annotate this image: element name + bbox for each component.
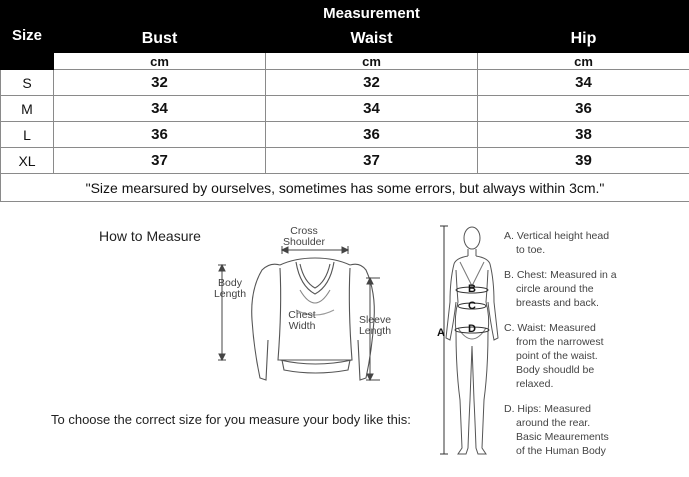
unit-cell: cm — [54, 53, 266, 70]
bust-value: 34 — [54, 96, 266, 122]
label-c: C — [468, 300, 476, 312]
label-line: Chest — [288, 309, 316, 321]
label-line: Cross — [290, 225, 318, 237]
measure-instruction: To choose the correct size for you measure your body like this: — [51, 412, 411, 427]
hip-value: 38 — [478, 122, 689, 148]
cross-shoulder-label — [274, 226, 334, 248]
note-line: circle around the — [516, 283, 594, 295]
waist-value: 36 — [266, 122, 478, 148]
size-label: XL — [1, 148, 54, 174]
label-line: Sleeve — [358, 314, 392, 326]
bust-value: 36 — [54, 122, 266, 148]
label-line: Body — [218, 277, 242, 289]
note-line: C. Waist: Measured — [504, 322, 596, 334]
size-label: M — [1, 96, 54, 122]
how-to-measure-title: How to Measure — [99, 228, 201, 244]
note-line: D. Hips: Measured — [504, 403, 591, 415]
bust-value: 37 — [54, 148, 266, 174]
note-height — [504, 229, 684, 257]
unit-cell: cm — [266, 53, 478, 70]
note-line: relaxed. — [516, 378, 554, 390]
note-line: Basic Meaurements — [516, 431, 609, 443]
label-line: Length — [358, 325, 392, 337]
table-row — [1, 122, 689, 148]
label-line: Length — [213, 288, 247, 300]
human-body-illustration — [430, 220, 510, 470]
column-header-waist: Waist — [266, 26, 478, 53]
note-hips — [504, 402, 684, 458]
size-label: S — [1, 70, 54, 96]
chest-width-label — [280, 310, 324, 332]
label-line: Shoulder — [282, 236, 326, 248]
column-header-hip: Hip — [478, 26, 689, 53]
body-length-label — [208, 278, 252, 300]
bust-value: 32 — [54, 70, 266, 96]
note-line: breasts and back. — [516, 297, 599, 309]
note-line: to toe. — [516, 244, 546, 256]
table-row — [1, 96, 689, 122]
note-chest — [504, 268, 684, 310]
hip-value: 34 — [478, 70, 689, 96]
table-row — [1, 70, 689, 96]
waist-value: 34 — [266, 96, 478, 122]
label-line: Width — [288, 320, 316, 332]
size-label: L — [1, 122, 54, 148]
waist-value: 32 — [266, 70, 478, 96]
table-row — [1, 148, 689, 174]
column-header-bust: Bust — [54, 26, 266, 53]
note-line: A. Vertical height head — [504, 230, 610, 242]
hip-value: 36 — [478, 96, 689, 122]
note-waist — [504, 321, 684, 391]
note-line: from the narrowest — [516, 336, 604, 348]
size-chart-table — [0, 0, 689, 202]
note-line: Body shoudld be — [516, 364, 595, 376]
label-b: B — [468, 283, 476, 295]
unit-cell: cm — [478, 53, 689, 70]
garment-measure-diagram — [200, 220, 410, 390]
note-line: of the Human Body — [516, 445, 606, 457]
body-measure-diagram — [430, 220, 510, 470]
size-header: Size — [1, 1, 54, 70]
label-d: D — [468, 323, 476, 335]
note-line: B. Chest: Measured in a — [504, 269, 617, 281]
measurement-header: Measurement — [54, 1, 689, 26]
sleeve-length-label — [350, 315, 400, 337]
size-disclaimer-note: "Size mearsured by ourselves, sometimes has some errors, but always within 3cm." — [1, 174, 689, 202]
note-line: around the rear. — [516, 417, 591, 429]
hip-value: 39 — [478, 148, 689, 174]
waist-value: 37 — [266, 148, 478, 174]
note-line: point of the waist. — [516, 350, 598, 362]
label-a: A — [437, 327, 445, 339]
measurement-notes — [504, 229, 684, 469]
